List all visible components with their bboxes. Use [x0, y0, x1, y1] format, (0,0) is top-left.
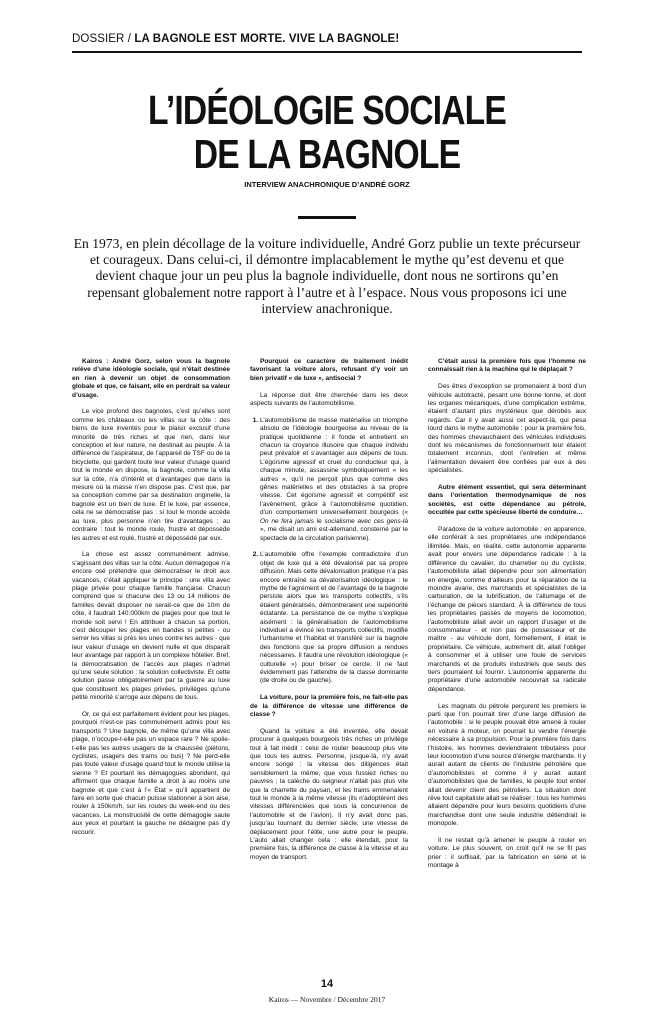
question: Pourquoi ce caractère de traitement inédit favorisant la voiture alors, refusant d’y voir un bien privatif « de luxe », antisocial ?: [250, 358, 408, 382]
column-2: [250, 358, 408, 879]
article-body: [72, 358, 586, 879]
article-lead: En 1973, en plein décollage de la voiture individuelle, André Gorz publie un texte précurseur et courageux. Dans celui-ci, il démontre implacablement le mythe qu’est devenu et que devient chaque jour un peu plus la bagnole individuelle, dont nous ne sortirons qu’en repensant globalement notre rapport à l’autre et à l’espace. Nous vous proposons ici une interview anachronique.: [73, 236, 581, 316]
article-subtitle: INTERVIEW ANACHRONIQUE D’ANDRÉ GORZ: [244, 180, 410, 189]
list-item: 2. L’automobile offre l’exemple contradictoire d’un objet de luxe qui a été dévalorisé par sa propre diffusion. Mais cette dévalorisation pratique n’a pas encore entraîné sa dévalorisation idéologique : le mythe de l’agrément et de l’avantage de la bagnole persiste alors que les transports collectifs, s’ils étaient généralisés, démontreraient une supériorité éclatante. La persistance de ce mythe s’explique aisément : la généralisation de l’automobilisme individuel a évincé les transports collectifs, modifié l’urbanisme et l’habitat et transféré sur la bagnole des fonctions que sa propre diffusion a rendues nécessaires. Il faudra une révolution idéologique (« culturelle ») pour briser ce cercle. Il ne faut évidemment pas l’attendre de la classe dominante (de droite ou de gauche).: [260, 551, 408, 686]
answer-paragraph: Quand la voiture a été inventée, elle devait procurer à quelques bourgeois très riches un privilège tout à fait inédit : celui de rouler beaucoup plus vite que tous les autres. Personne, jusque-là, n’y avait encore songé : la vitesse des diligences était sensiblement la même, que vous fussiez riches ou pauvres ; la calèche du seigneur n’allait pas plus vite que la charrette du paysan, et les trains emmenaient tout le monde à la même vitesse (ils n’adoptèrent des vitesses différenciées que sous la concurrence de l’automobile et de l’avion). Il n’y avait donc pas, jusqu’au tournant du dernier siècle, une vitesse de déplacement pour l’élite, une autre pour le peuple. L’auto allait changer cela : elle étendait, pour la première fois, la différence de classe à la vitesse et au moyen de transport.: [250, 727, 408, 861]
numbered-list: [250, 417, 408, 686]
answer-paragraph: Les magnats du pétrole perçurent les premiers le parti que l’on pourrait tirer d’une large diffusion de l’automobile : si le peuple pouvait être amené à rouler en voiture à moteur, on pourrait lui vendre l’énergie nécessaire à sa propulsion. Pour la première fois dans l’histoire, les hommes deviendraient tributaires pour leur locomotion d’une source d’énergie marchande. Il y aurait autant de clients de l’industrie pétrolière que d’automobilistes et comme il y aurait autant d’automobilistes que de familles, le peuple tout entier allait devenir client des pétroliers. La situation dont rêve tout capitaliste allait se réaliser : tous les hommes allaient dépendre pour leurs besoins quotidiens d’une marchandise dont une seule industrie détiendrait le monopole.: [428, 702, 586, 828]
title-divider: [298, 216, 356, 219]
answer-paragraph: La chose est assez communément admise, s’agissant des villas sur la côte. Aucun démagogue n’a encore osé prétendre que démocratiser le droit aux vacances, c’était appliquer le principe : une villa avec plage privée pour chaque famille française. Chacun comprend que si chacune des 13 ou 14 millions de familles devait disposer ne serait-ce que de 10m de côte, il faudrait 140.000km de plages pour que tout le monde soit servi ! En attribuer à chacun sa portion, c’est découper les plages en bandes si petites - ou serrer les villas si près les unes contre les autres - que leur valeur d’usage en devient nulle et que disparaît leur avantage par rapport à un complexe hôtelier. Bref, la démocratisation de l’accès aux plages n’admet qu’une seule solution : la solution collectiviste. Et cette solution passe obligatoirement par la guerre au luxe que constituent les plages privées, privilèges qu’une petite minorité s’arroge aux dépens de tous.: [72, 551, 230, 702]
answer-paragraph: Or, ce qui est parfaitement évident pour les plages, pourquoi n’est-ce pas communément admis pour les transports ? Une bagnole, de même qu’une villa avec plage, n’occupe-t-elle pas un espace rare ? Ne spolie-t-elle pas les autres usagers de la chaussée (piétons, cyclistes, usagers des trams ou bus) ? Ne perd-elle pas toute valeur d’usage quand tout le monde utilise la sienne ? Et pourtant les démagogues abondent, qui affirment que chaque famille a droit à au moins une bagnole et que c’est à l’« État » qu’il appartient de faire en sorte que chacun puisse stationner à son aise, rouler à 150km/h, sur les routes du week-end ou des vacances. La monstruosité de cette démagogie saute aux yeux et pourtant la gauche ne dédaigne pas d’y recourir.: [72, 711, 230, 836]
quote-emphasis: On ne fera jamais le socialisme avec ces gens-là: [260, 517, 408, 525]
answer-paragraph: La réponse doit être cherchée dans les deux aspects suivants de l’automobilisme.: [250, 391, 408, 408]
page-footer: [72, 978, 582, 1004]
title-line-2: DE LA BAGNOLE: [193, 131, 461, 177]
column-3: [428, 358, 586, 879]
answer-paragraph: Le vice profond des bagnoles, c’est qu’elles sont comme les châteaux ou les villas sur la côte : des biens de luxe inventés pour le plaisir exclusif d’une minorité de très riches et que rien, dans leur conception et leur nature, ne destinait au peuple. À la différence de l’aspirateur, de l’appareil de TSF ou de la bicyclette, qui gardent toute leur valeur d’usage quand tout le monde en dispose, la bagnole, comme la villa sur la côte, n’a d’intérêt et d’avantages que dans la mesure où la masse n’en dispose pas. C’est que, par sa conception comme par sa destination originelle, la bagnole est un bien de luxe. Et le luxe, par essence, cela ne se démocratise pas : si tout le monde accède au luxe, plus personne n’en tire d’avantages ; au contraire : tout le monde roule, frustre et dépossède les autres et est roulé, frustré et dépossédé par eux.: [72, 408, 230, 542]
article-title: [118, 88, 536, 176]
page-number: 14: [320, 978, 334, 990]
section-header: [72, 33, 582, 45]
publication-info: Kairos — Novembre / Décembre 2017: [268, 995, 386, 1004]
list-item-text-end: », me disait un ami est-allemand, consterné par le spectacle de la circulation parisienne).: [260, 526, 408, 542]
answer-paragraph: Paradoxe de la voiture automobile : en apparence, elle conférait à ses propriétaires une indépendance illimitée. Mais, en réalité, cette autonomie apparente avait pour envers une dépendance radicale : à la différence du cavalier, du charretier ou du cycliste, l’automobiliste allait dépendre pour son alimentation en énergie, comme d’ailleurs pour la réparation de la moindre avarie, des marchands et spécialistes de la carburation, de la lubrification, de l’allumage et de l’échange de pièces standard. À la différence de tous les propriétaires passés de moyens de locomotion, l’automobiliste allait avoir un rapport d’usager et de consommateur - et non pas de possesseur et de maître - au véhicule dont, formellement, il était le propriétaire. Ce véhicule, autrement dit, allait l’obliger à consommer et à utiliser une foule de services marchands et de produits industriels que seuls des tiers pourraient lui fournir. L’autonomie apparente du propriétaire d’une automobile recouvrait sa radicale dépendance.: [428, 526, 586, 693]
question: Kairos : André Gorz, selon vous la bagnole relève d’une idéologie sociale, qui n’était destinée en rien à devenir un objet de consommation globale et que, ce faisant, elle en perdrait sa valeur d’usage.: [72, 358, 230, 399]
header-rule: [72, 51, 582, 53]
column-1: [72, 358, 230, 879]
question: Autre élément essentiel, qui sera déterminant dans l’orientation thermodynamique de nos sociétés, est cette dépendance au pétrole, occultée par cette spécieuse liberté de conduire…: [428, 484, 586, 517]
title-line-1: L’IDÉOLOGIE SOCIALE: [147, 87, 507, 133]
list-item: [260, 417, 408, 543]
question: C’était aussi la première fois que l’homme ne connaissait rien à la machine qui le déplaçait ?: [428, 358, 586, 374]
answer-paragraph: Des êtres d’exception se promenaient à bord d’un véhicule autotracté, pesant une bonne tonne, et dont les organes mécaniques, d’une complication extrême, étaient d’autant plus mystérieux que dérobés aux regards. Car il y avait aussi cet aspect-là, qui pesa lourd dans le mythe automobile : pour la première fois, des hommes chevauchaient des véhicules individuels dont les mécanismes de fonctionnement leur étaient totalement inconnus, dont l’entretien et même l’alimentation devaient être confiées par eux à des spécialistes.: [428, 383, 586, 475]
list-item-text: L’automobilisme de masse matérialise un triomphe absolu de l’idéologie bourgeoise au niveau de la pratique quotidienne : il fonde et entretient en chacun la croyance illusoire que chaque individu peut prévaloir et s’avantager aux dépens de tous. L’égoïsme agressif et cruel du conducteur qui, à chaque minute, assassine symboliquement « les autres », qu’il ne perçoit plus que comme des gênes matérielles et des obstacles à sa propre vitesse. Cet égoïsme agressif et compétitif est l’avènement, grâce à l’automobilisme quotidien, d’un comportement universellement bourgeois («: [260, 416, 408, 517]
answer-paragraph: Il ne restait qu’à amener le peuple à rouler en voiture. Le plus souvent, on croit qu’il ne se fit pas prier : il suffisait, par la fabrication en série et le montage à: [428, 837, 586, 870]
question: La voiture, pour la première fois, ne fait-elle pas de la différence de vitesse une différence de classe ?: [250, 694, 408, 718]
section-label: DOSSIER /: [72, 33, 132, 45]
dossier-title: LA BAGNOLE EST MORTE. VIVE LA BAGNOLE!: [134, 33, 400, 45]
